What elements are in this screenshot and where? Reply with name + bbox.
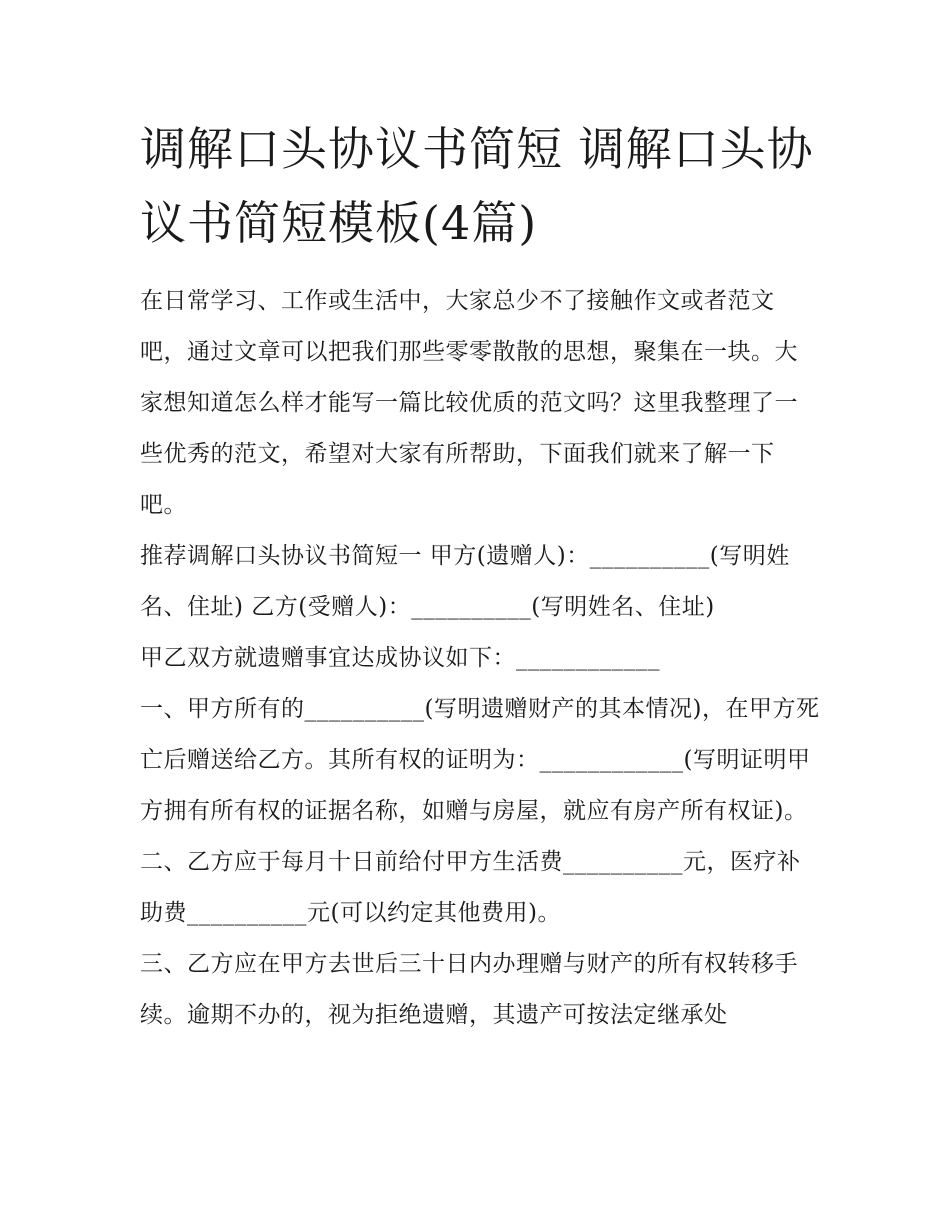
- intro-paragraph: 在日常学习、工作或生活中，大家总少不了接触作文或者范文吧，通过文章可以把我们那些零零散散的思想，聚集在一块。大家想知道怎么样才能写一篇比较优质的范文吗？这里我整理了一些优秀的范文，希望对大家有所帮助，下面我们就来了解一下吧。: [140, 288, 798, 518]
- agreement-intro-paragraph: 甲乙双方就遗赠事宜达成协议如下：____________: [140, 645, 660, 671]
- document-title: 调解口头协议书简短 调解口头协议书简短模板(4篇): [140, 122, 814, 250]
- clause-three-paragraph: 三、乙方应在甲方去世后三十日内办理赠与财产的所有权转移手续。逾期不办的，视为拒绝遗赠，其遗产可按法定继承处: [140, 951, 798, 1028]
- document-body: [140, 276, 820, 1041]
- clause-one-paragraph: 一、甲方所有的__________(写明遗赠财产的其本情况)，在甲方死亡后赠送给乙方。其所有权的证明为：____________(写明证明甲方拥有所有权的证据名称，如赠与房屋，就应有房产所有权证)。: [140, 696, 820, 824]
- parties-paragraph: 推荐调解口头协议书简短一 甲方(遗赠人)：__________(写明姓名、住址) 乙方(受赠人)：__________(写明姓名、住址): [140, 543, 790, 620]
- clause-two-paragraph: 二、乙方应于每月十日前给付甲方生活费__________元，医疗补助费__________元(可以约定其他费用)。: [140, 849, 801, 926]
